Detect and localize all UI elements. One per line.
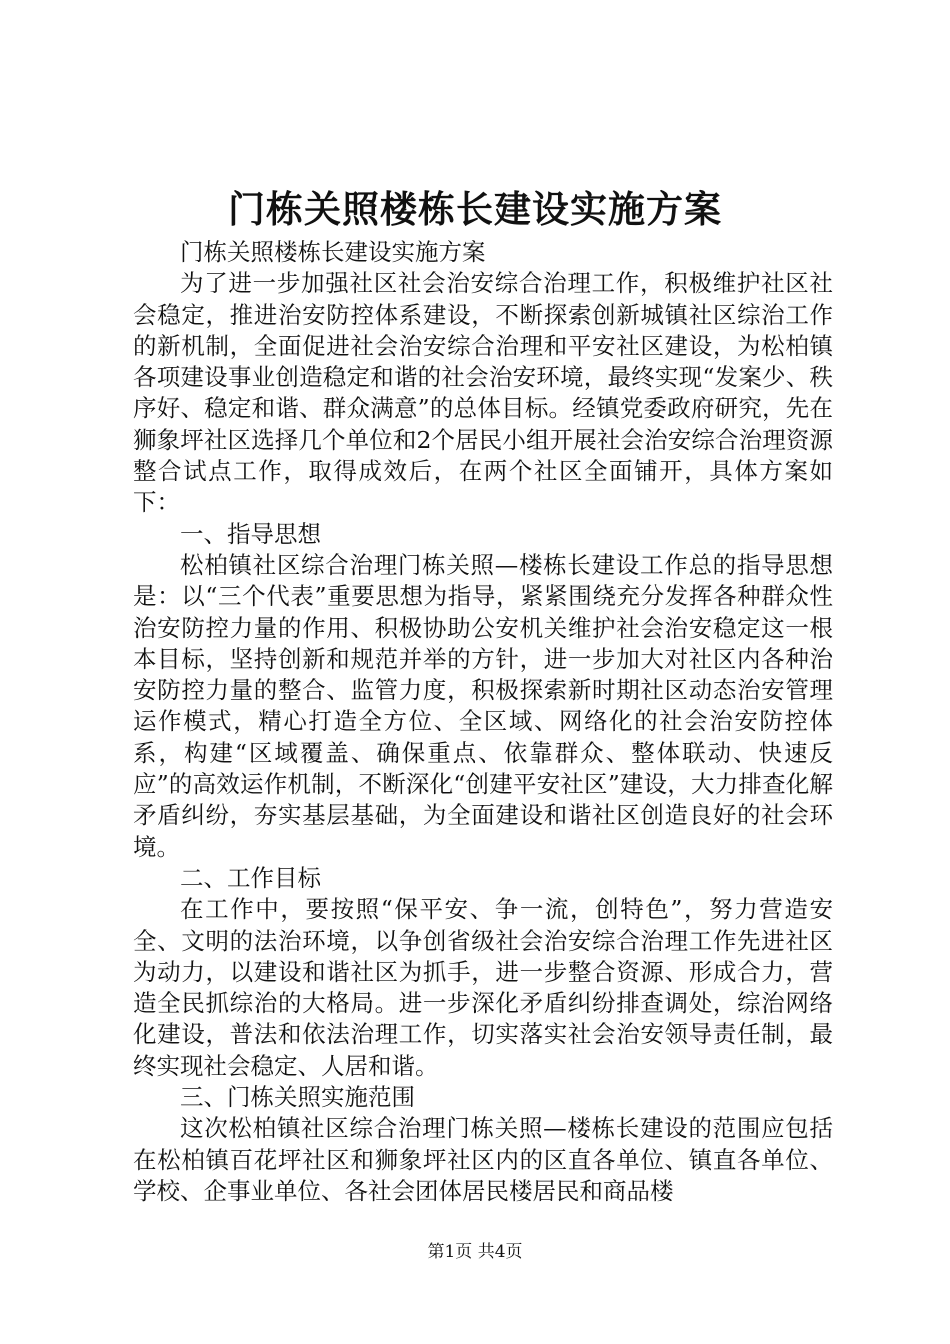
scope-paragraph: 这次松柏镇社区综合治理门栋关照—楼栋长建设的范围应包括在松柏镇百花坪社区和狮象坪社区内的区直各单位、镇直各单位、学校、企事业单位、各社会团体居民楼居民和商品楼	[133, 1114, 833, 1205]
document-body	[133, 237, 833, 1207]
document-title: 门栋关照楼栋长建设实施方案	[228, 187, 722, 231]
work-goals-paragraph: 在工作中，要按照“保平安、争一流，创特色”，努力营造安全、文明的法治环境，以争创省级社会治安综合治理工作先进社区为动力，以建设和谐社区为抓手，进一步整合资源、形成合力，营造全民抓综治的大格局。进一步深化矛盾纠纷排查调处，综治网络化建设，普法和依法治理工作，切实落实社会治安领导责任制，最终实现社会稳定、人居和谐。	[133, 895, 833, 1080]
section-heading-guiding-ideology: 一、指导思想	[180, 519, 321, 548]
guiding-ideology-paragraph: 松柏镇社区综合治理门栋关照—楼栋长建设工作总的指导思想是：以“三个代表”重要思想为指导，紧紧围绕充分发挥各种群众性治安防控力量的作用、积极协助公安机关维护社会治安稳定这一根本目标，坚持创新和规范并举的方针，进一步加大对社区内各种治安防控力量的整合、监管力度，积极探索新时期社区动态治安管理运作模式，精心打造全方位、全区域、网络化的社会治安防控体系，构建“区域覆盖、确保重点、依靠群众、整体联动、快速反应”的高效运作机制，不断深化“创建平安社区”建设，大力排查化解矛盾纠纷，夯实基层基础，为全面建设和谐社区创造良好的社会环境。	[133, 550, 833, 861]
page-number: 第1页 共4页	[427, 1242, 523, 1262]
intro-paragraph: 为了进一步加强社区社会治安综合治理工作，积极维护社区社会稳定，推进治安防控体系建设，不断探索创新城镇社区综治工作的新机制，全面促进社会治安综合治理和平安社区建设，为松柏镇各项建设事业创造稳定和谐的社会治安环境，最终实现“发案少、秩序好、稳定和谐、群众满意”的总体目标。经镇党委政府研究，先在狮象坪社区选择几个单位和2个居民小组开展社会治安综合治理资源整合试点工作，取得成效后，在两个社区全面铺开，具体方案如下：	[133, 269, 833, 517]
section-heading-work-goals: 二、工作目标	[180, 863, 321, 892]
subtitle-paragraph: 门栋关照楼栋长建设实施方案	[180, 238, 486, 266]
section-heading-scope: 三、门栋关照实施范围	[180, 1083, 415, 1112]
